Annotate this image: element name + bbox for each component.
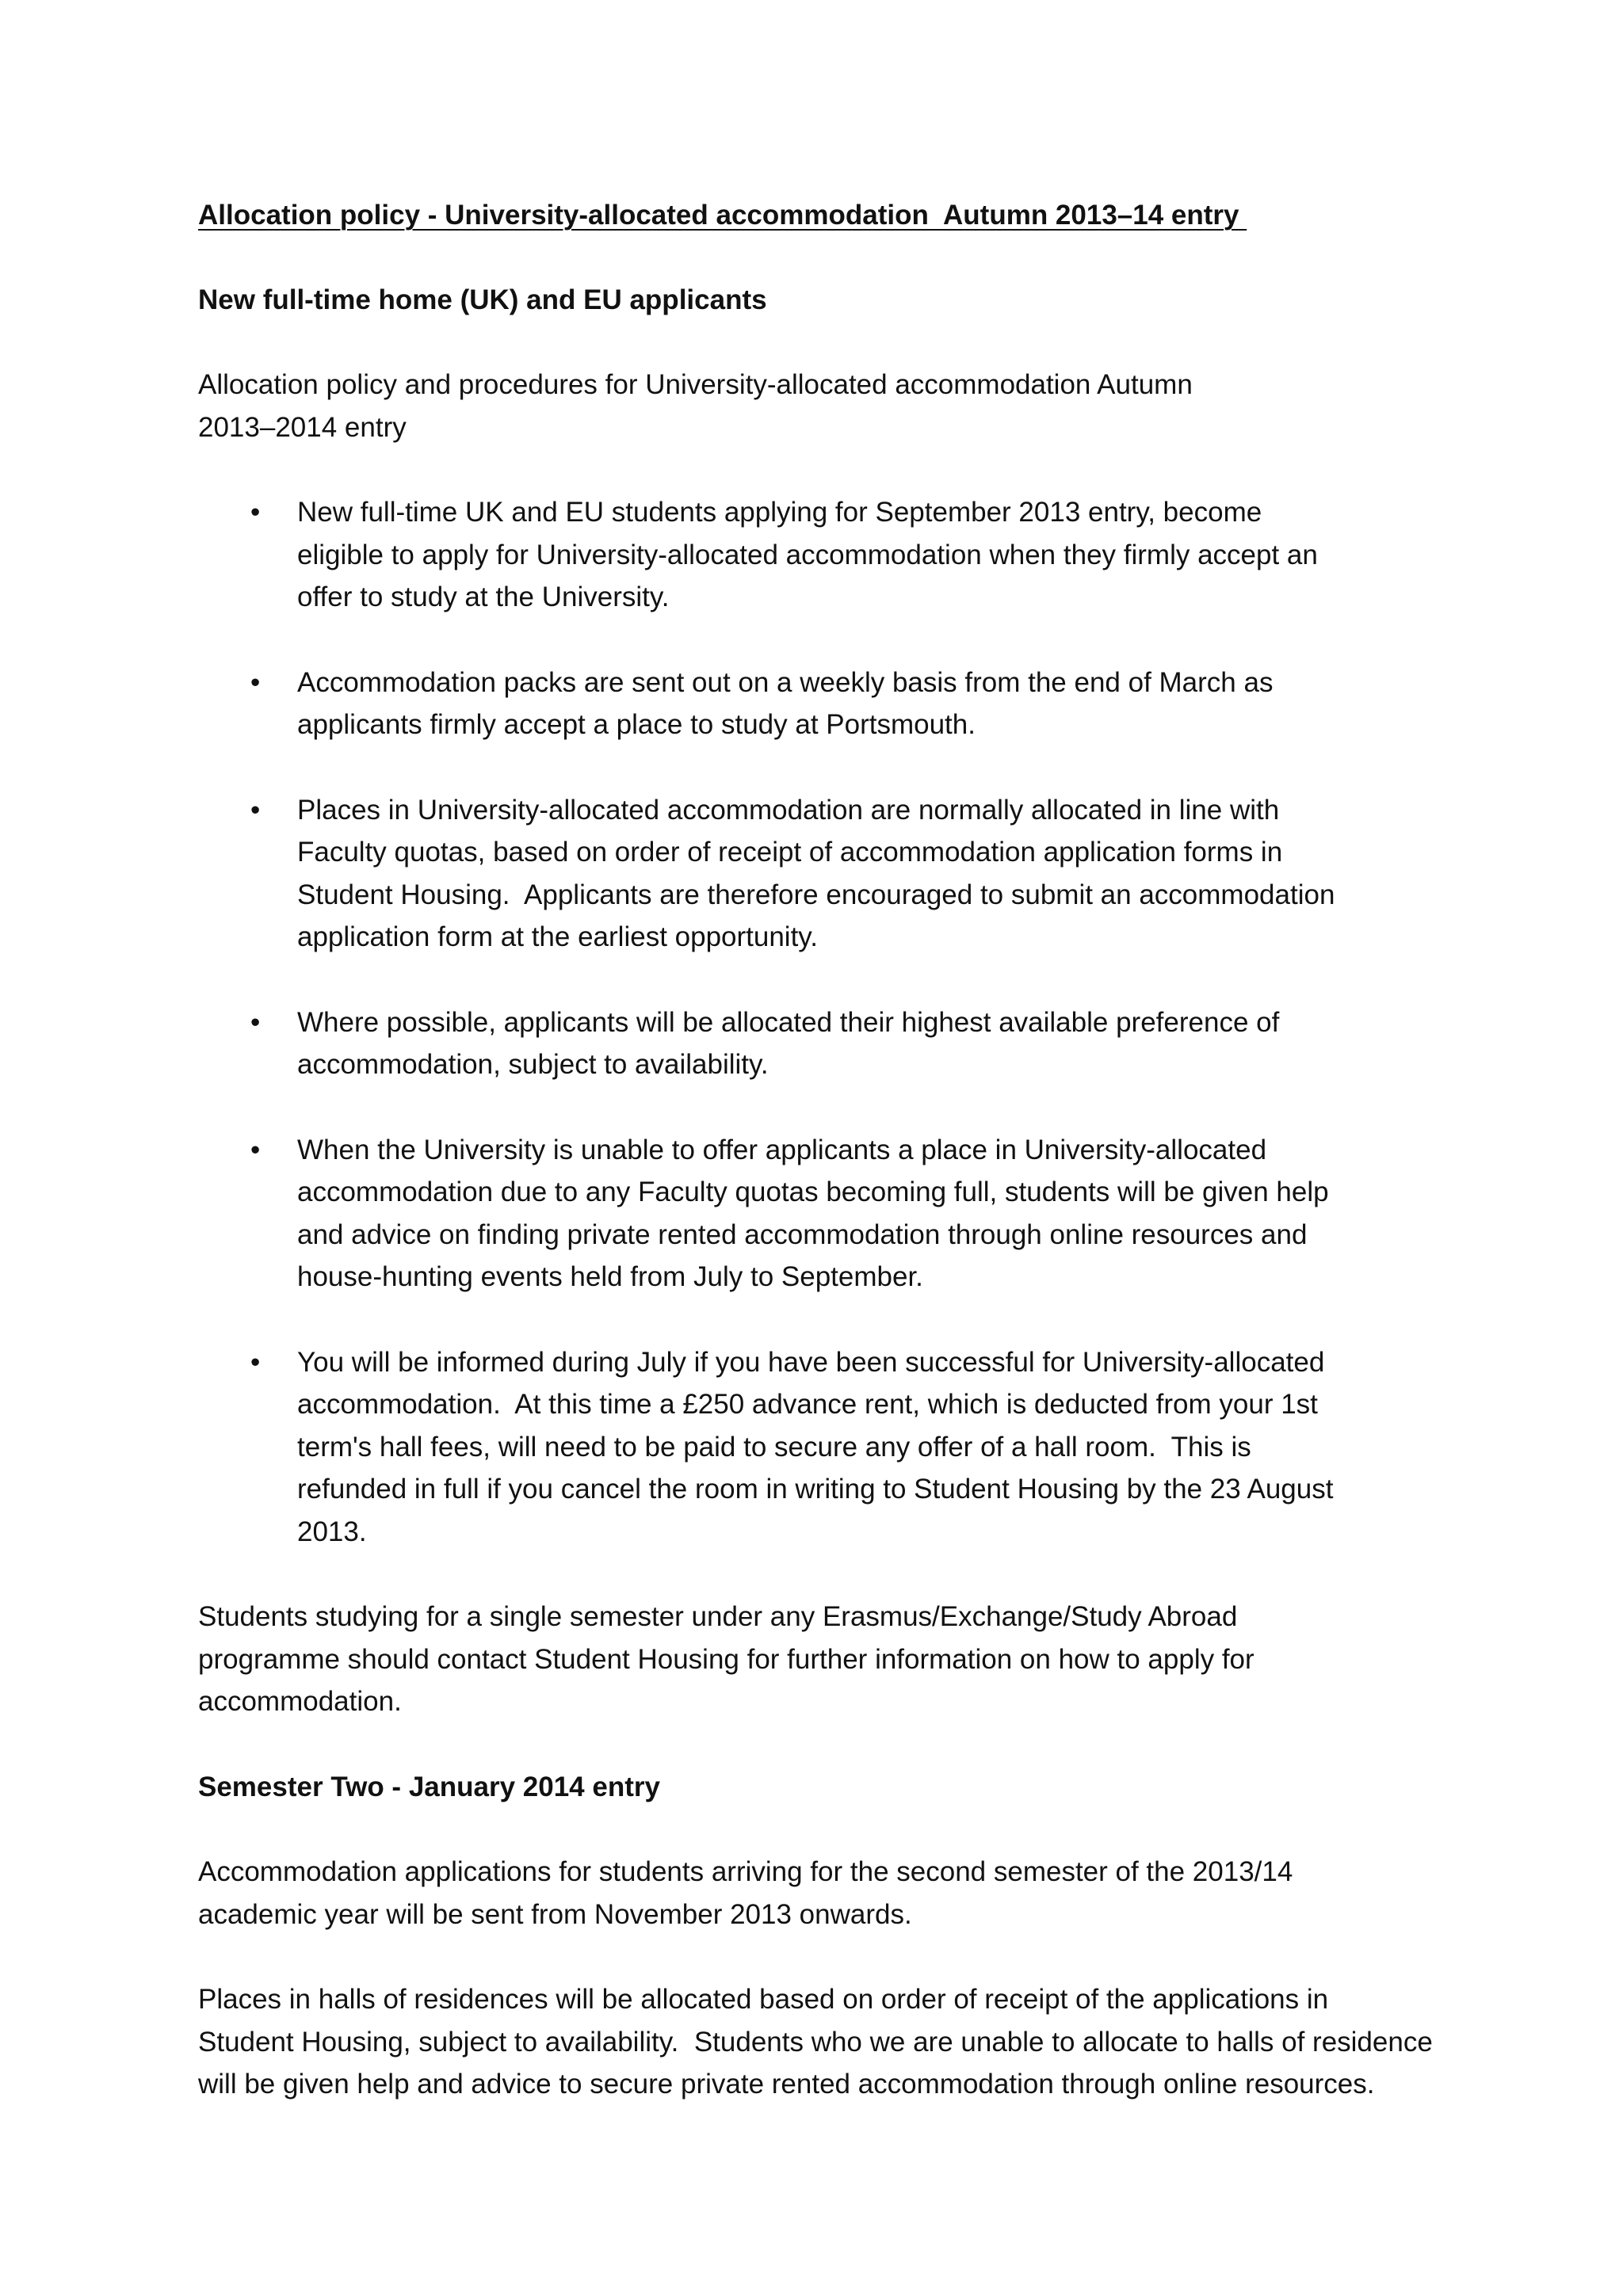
bullet-line: refunded in full if you cancel the room in writing to Student Housing by the 23 August [297,1474,1334,1505]
policy-bullet [198,491,1442,619]
policy-bullet-list [198,491,1442,1553]
paragraph-line: Accommodation applications for students arriving for the second semester of the 2013/14 [198,1856,1293,1887]
bullet-line: term's hall fees, will need to be paid to secure any offer of a hall room. This is [297,1431,1251,1463]
subtitle-text: New full-time home (UK) and EU applicants [198,284,767,315]
bullet-marker: • [250,794,261,826]
bullet-marker: • [250,1006,261,1038]
bullet-line: You will be informed during July if you have been successful for University-allocated [297,1346,1325,1378]
bullet-line: house-hunting events held from July to September. [297,1261,923,1292]
spacer [198,237,1442,279]
bullet-line: Student Housing. Applicants are therefore encouraged to submit an accommodation [297,879,1335,910]
title-text: Allocation policy - University-allocated accommodation Autumn 2013–14 entry [198,200,1247,231]
bullet-line: 2013. [297,1516,367,1547]
paragraph-line: academic year will be sent from November 2013 onwards. [198,1898,912,1930]
policy-bullet [198,1129,1442,1299]
bullet-line: application form at the earliest opportunity. [297,921,818,952]
bullet-line: New full-time UK and EU students applying for September 2013 entry, become [297,497,1262,528]
policy-bullet [198,789,1442,959]
bullet-marker: • [250,1346,261,1378]
intro-paragraph [198,364,1442,448]
bullet-line: Where possible, applicants will be allocated their highest available preference of [297,1006,1280,1038]
paragraph-line: will be given help and advice to secure private rented accommodation through online resources. [198,2069,1375,2100]
bullet-line: and advice on finding private rented accommodation through online resources and [297,1219,1308,1250]
bullet-line: accommodation. At this time a £250 advance rent, which is deducted from your 1st [297,1389,1318,1420]
paragraph-line: accommodation. [198,1686,402,1717]
bullet-line: accommodation due to any Faculty quotas becoming full, students will be given help [297,1177,1329,1207]
bullet-marker: • [250,497,261,528]
bullet-line: accommodation, subject to availability. [297,1049,769,1080]
spacer [198,448,1442,491]
paragraph-line: Student Housing, subject to availability. Students who we are unable to allocate to halls of residence [198,2026,1433,2058]
spacer [198,1723,1442,1766]
bullet-marker: • [250,666,261,698]
spacer [198,1936,1442,1978]
policy-bullet [198,662,1442,746]
semester-two-paragraph-2 [198,1978,1442,2106]
bullet-marker: • [250,1134,261,1165]
bullet-line: eligible to apply for University-allocated accommodation when they firmly accept an [297,539,1318,570]
paragraph-line: programme should contact Student Housing for further information on how to apply for [198,1643,1254,1675]
paragraph-line: Places in halls of residences will be allocated based on order of receipt of the applications in [198,1984,1329,2015]
bullet-line: Faculty quotas, based on order of receipt of accommodation application forms in [297,837,1283,868]
semester-two-paragraph-1 [198,1851,1442,1936]
document-body [198,194,1442,2106]
intro-line: 2013–2014 entry [198,411,407,443]
spacer [198,321,1442,364]
document-title [198,194,1442,237]
intro-line: Allocation policy and procedures for University-allocated accommodation Autumn [198,369,1193,400]
policy-bullet [198,1341,1442,1554]
policy-bullet [198,1001,1442,1086]
subtitle [198,279,1442,322]
erasmus-paragraph [198,1596,1442,1723]
bullet-line: When the University is unable to offer applicants a place in University-allocated [297,1134,1267,1165]
bullet-line: applicants firmly accept a place to study at Portsmouth. [297,709,976,740]
heading-text: Semester Two - January 2014 entry [198,1771,660,1802]
paragraph-line: Students studying for a single semester under any Erasmus/Exchange/Study Abroad [198,1601,1238,1632]
bullet-line: Places in University-allocated accommodation are normally allocated in line with [297,794,1280,826]
bullet-line: Accommodation packs are sent out on a weekly basis from the end of March as [297,666,1274,698]
spacer [198,1808,1442,1851]
semester-two-heading [198,1766,1442,1809]
bullet-line: offer to study at the University. [297,582,670,612]
